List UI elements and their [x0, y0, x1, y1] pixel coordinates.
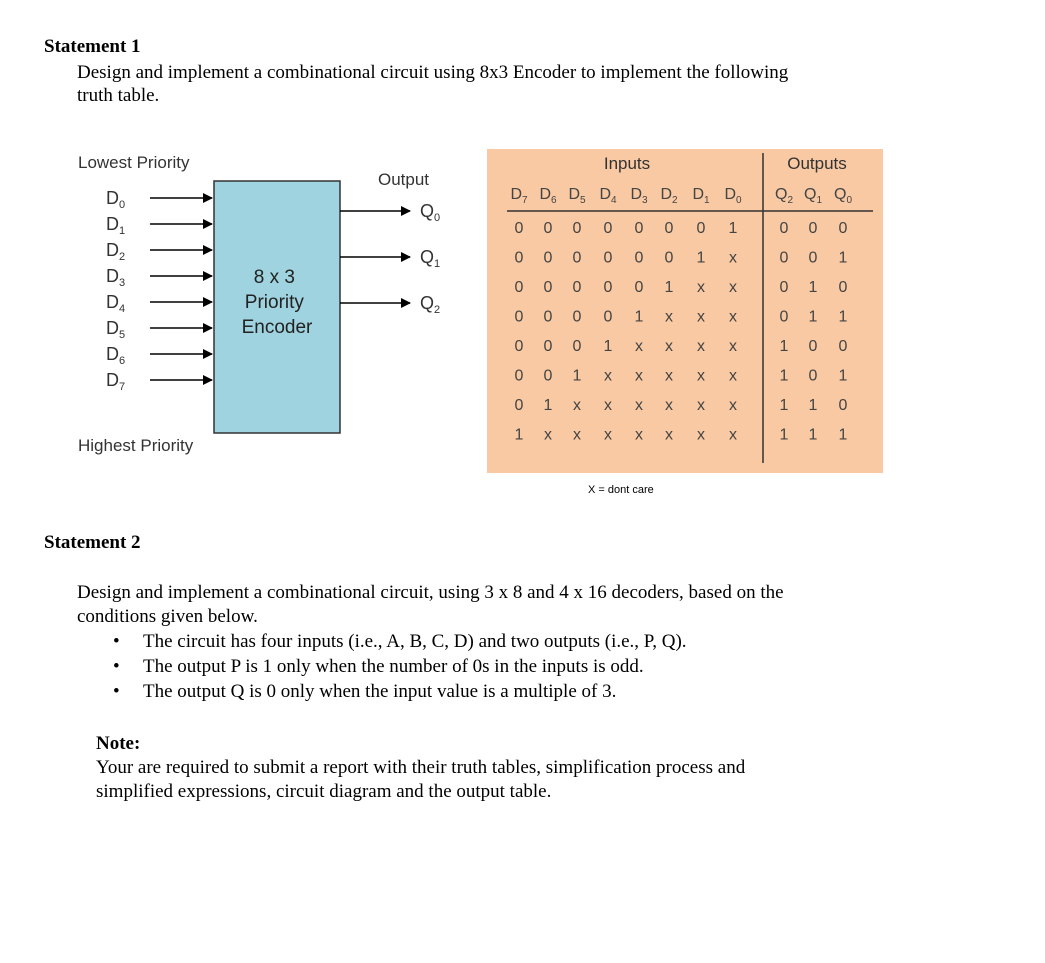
column-header-d7: $D_7$ [510, 186, 528, 206]
column-header-d6: $D_6$ [539, 186, 557, 206]
statement-1-line-2: truth table. [77, 85, 160, 106]
table-cell: 1 [838, 367, 848, 385]
table-cell: 0 [543, 367, 553, 385]
table-cell: 0 [514, 220, 524, 237]
table-cell: 0 [572, 308, 582, 326]
bullet-item-3 [113, 681, 913, 703]
table-cell: 0 [603, 279, 613, 296]
column-header-d4: $D_4$ [599, 186, 617, 206]
table-cell: 0 [572, 338, 582, 355]
table-cell: x [635, 426, 643, 444]
table-cell: 0 [634, 249, 644, 267]
table-cell: x [544, 426, 552, 444]
table-cell: 0 [664, 249, 674, 267]
table-cell: 1 [808, 397, 818, 414]
table-cell: 1 [838, 426, 848, 444]
table-cell: 1 [664, 279, 674, 296]
column-header-d0: $D_0$ [724, 186, 742, 206]
table-cell: x [697, 367, 705, 385]
encoder-label-line-1: 8 x 3 [253, 267, 295, 288]
table-cell: 1 [779, 367, 789, 385]
outputs-header: Outputs [787, 154, 847, 173]
table-cell: 0 [838, 397, 848, 414]
table-cell: 0 [808, 338, 818, 355]
table-cell: 0 [779, 279, 789, 296]
table-cell: 0 [543, 308, 553, 326]
table-cell: 0 [514, 279, 524, 296]
table-cell: 0 [808, 249, 818, 267]
table-cell: x [635, 338, 643, 355]
table-cell: 0 [634, 220, 644, 237]
encoder-label-line-3: Encoder [241, 317, 313, 338]
table-cell: x [697, 308, 705, 326]
table-cell: x [604, 397, 612, 414]
bullet-text: The output Q is 0 only when the input value is a multiple of 3. [143, 681, 617, 702]
table-cell: x [729, 367, 737, 385]
lowest-priority-label: Lowest Priority [78, 153, 190, 172]
table-cell: x [729, 279, 737, 296]
statement-1-heading: Statement 1 [44, 36, 141, 57]
table-cell: 1 [514, 426, 524, 444]
table-cell: 0 [572, 249, 582, 267]
statement-2-heading: Statement 2 [44, 532, 141, 553]
table-cell: 1 [696, 249, 706, 267]
bullet-marker: • [113, 656, 120, 677]
table-cell: x [729, 308, 737, 326]
table-cell: 0 [603, 220, 613, 237]
column-header-d5: $D_5$ [568, 186, 586, 206]
table-cell: 0 [514, 308, 524, 326]
table-cell: x [604, 426, 612, 444]
table-cell: x [697, 279, 705, 296]
input-label-d1: $D_1$ [106, 214, 126, 237]
table-cell: x [697, 397, 705, 414]
table-cell: 1 [779, 338, 789, 355]
statement-2-line-1: Design and implement a combinational circuit, using 3 x 8 and 4 x 16 decoders, based on the [77, 582, 784, 603]
statement-1-line-1: Design and implement a combinational circuit using 8x3 Encoder to implement the following [77, 62, 789, 83]
output-label: Output [378, 170, 430, 189]
input-label-d4: $D_4$ [106, 292, 126, 315]
table-cell: x [697, 426, 705, 444]
table-cell: 1 [634, 308, 644, 326]
table-cell: 0 [808, 367, 818, 385]
table-cell: x [729, 338, 737, 355]
table-cell: x [697, 338, 705, 355]
table-cell: 0 [572, 220, 582, 237]
table-cell: 1 [728, 220, 738, 237]
table-cell: x [665, 308, 673, 326]
table-cell: 1 [779, 397, 789, 414]
table-cell: 1 [838, 249, 848, 267]
input-label-d3: $D_3$ [106, 266, 126, 289]
column-header-q2: $Q_2$ [774, 186, 794, 206]
note-line-1: Your are required to submit a report with their truth tables, simplification process and [96, 757, 746, 778]
table-cell: 0 [664, 220, 674, 237]
table-cell: 0 [514, 367, 524, 385]
table-cell: 0 [514, 249, 524, 267]
table-cell: 1 [808, 308, 818, 326]
table-cell: 0 [543, 279, 553, 296]
table-cell: 0 [543, 249, 553, 267]
table-cell: 1 [808, 426, 818, 444]
table-cell: 0 [838, 338, 848, 355]
table-cell: 1 [543, 397, 553, 414]
table-cell: x [665, 397, 673, 414]
bullet-marker: • [113, 681, 120, 702]
note-heading: Note: [96, 733, 141, 754]
table-cell: 0 [779, 220, 789, 237]
table-cell: 0 [572, 279, 582, 296]
table-cell: x [635, 397, 643, 414]
table-cell: x [729, 249, 737, 267]
column-header-d2: $D_2$ [660, 186, 678, 206]
truth-table [487, 149, 883, 473]
bullet-marker: • [113, 631, 120, 652]
column-header-d3: $D_3$ [630, 186, 648, 206]
table-cell: 0 [543, 220, 553, 237]
table-cell: 1 [779, 426, 789, 444]
table-cell: 0 [603, 249, 613, 267]
inputs-header: Inputs [603, 154, 651, 173]
encoder-label-line-2: Priority [244, 292, 304, 313]
column-header-q1: $Q_1$ [803, 186, 823, 206]
table-cell: x [665, 426, 673, 444]
column-header-d1: $D_1$ [692, 186, 710, 206]
table-cell: 0 [779, 308, 789, 326]
table-cell: 1 [603, 338, 613, 355]
table-cell: 0 [779, 249, 789, 267]
output-label-q0: $Q_0$ [420, 201, 441, 224]
table-cell: x [573, 426, 581, 444]
highest-priority-label: Highest Priority [78, 436, 194, 455]
table-cell: x [729, 426, 737, 444]
input-label-d6: $D_6$ [106, 344, 126, 367]
output-label-q1: $Q_1$ [420, 247, 441, 270]
table-cell: 0 [514, 338, 524, 355]
table-cell: 0 [808, 220, 818, 237]
input-label-d7: $D_7$ [106, 370, 126, 393]
output-label-q2: $Q_2$ [420, 293, 441, 316]
bullet-text: The circuit has four inputs (i.e., A, B, C, D) and two outputs (i.e., P, Q). [143, 631, 687, 652]
table-cell: x [635, 367, 643, 385]
table-cell: 1 [808, 279, 818, 296]
note-line-2: simplified expressions, circuit diagram and the output table. [96, 781, 552, 802]
input-label-d2: $D_2$ [106, 240, 126, 263]
input-label-d5: $D_5$ [106, 318, 126, 341]
column-header-q0: $Q_0$ [833, 186, 853, 206]
table-cell: 0 [514, 397, 524, 414]
table-cell: 1 [572, 367, 582, 385]
table-cell: 0 [603, 308, 613, 326]
table-cell: 0 [696, 220, 706, 237]
bullet-item-1 [113, 631, 913, 653]
table-cell: x [729, 397, 737, 414]
bullet-item-2 [113, 656, 913, 678]
table-cell: x [573, 397, 581, 414]
table-cell: 1 [838, 308, 848, 326]
priority-encoder-diagram [70, 145, 470, 475]
table-cell: x [665, 367, 673, 385]
input-label-d0: $D_0$ [106, 188, 126, 211]
table-cell: 0 [634, 279, 644, 296]
table-cell: x [604, 367, 612, 385]
statement-2-line-2: conditions given below. [77, 606, 258, 627]
table-cell: 0 [838, 220, 848, 237]
table-cell: 0 [543, 338, 553, 355]
bullet-text: The output P is 1 only when the number of 0s in the inputs is odd. [143, 656, 644, 677]
dont-care-footnote: X = dont care [588, 484, 654, 496]
table-cell: 0 [838, 279, 848, 296]
table-cell: x [665, 338, 673, 355]
